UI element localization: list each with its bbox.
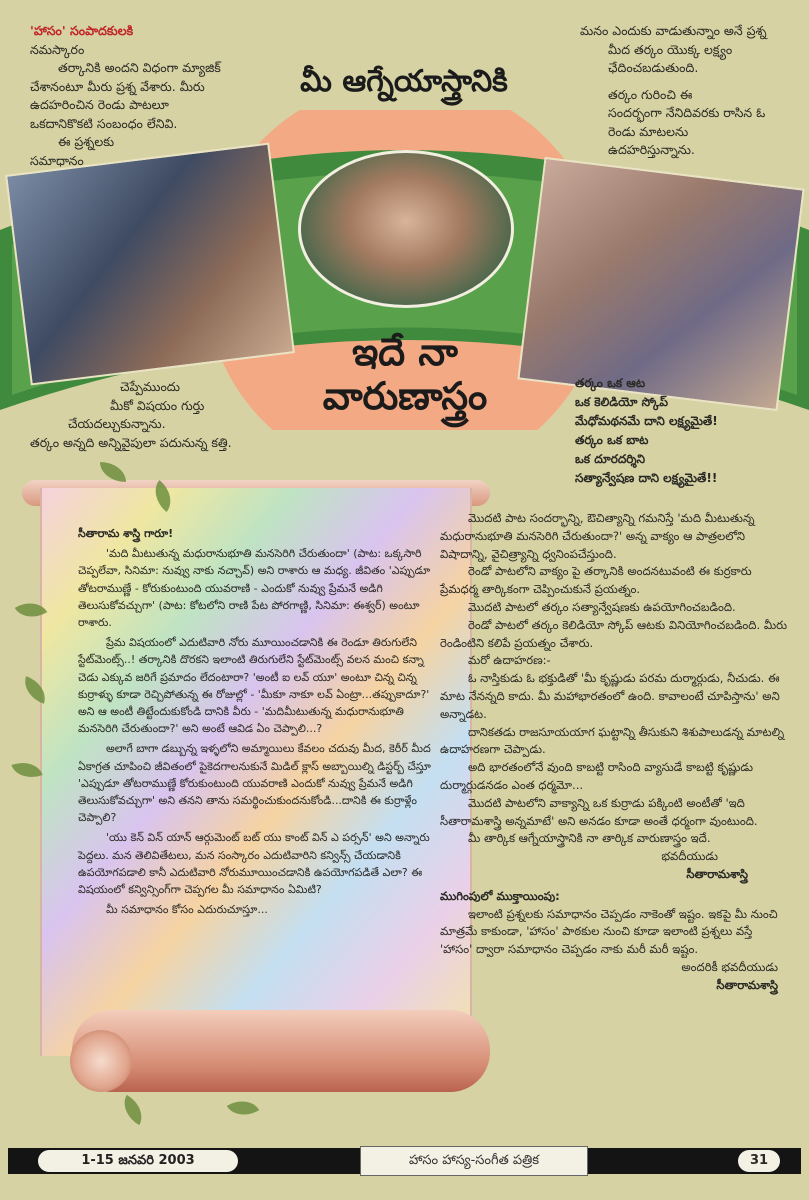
ending-heading: ముగింపులో ముక్తాయింపు: xyxy=(440,888,560,903)
poem-line: తర్కం ఒక ఆట xyxy=(575,376,646,390)
page-number: 31 xyxy=(738,1150,780,1172)
text-line: ఒకదానికొకటి సంబంధం లేనివి. xyxy=(30,115,178,131)
vine-leaf xyxy=(117,1095,150,1125)
reply-paragraph: అది భారతంలోనే వుంది కాబట్టి రాసింది వ్యాసుడే కాబట్టి కృష్ణుడు దుర్మార్గుడనడం ఎంత ధర్మమో... xyxy=(440,760,754,792)
scroll-roll-end xyxy=(70,1030,132,1092)
poem-line: ఒక దూరదర్శిని xyxy=(575,452,646,466)
ending-text: ఇలాంటి ప్రశ్నలకు సమాధానం చెప్పడం నాకెంతో ఇష్టం. ఇకపై మీ నుంచి మాత్రమే కాకుండా, 'హాసం' పాఠకుల నుంచి కూడా ఇలాంటి ప్రశ్నలు వస్తే 'హాసం' ద్వారా సమాధానం చెప్పడం నాకు మరీ మరీ ఇష్టం. xyxy=(440,906,778,957)
author-photo xyxy=(298,150,514,308)
signature: సీతారామశాస్త్రి xyxy=(686,866,748,881)
text-line: ఉదహరించిన రెండు పాటలూ xyxy=(30,97,169,112)
text-line: చేశానంటూ మీరు ప్రశ్న వేశారు. మీరు xyxy=(30,78,205,94)
movie-still-right xyxy=(517,157,804,411)
title-bottom-line-1: ఇదే నా xyxy=(352,330,458,374)
vine-leaf xyxy=(11,756,42,784)
text-line: తర్కానికి అందని విధంగా మ్యాజిక్ xyxy=(58,60,221,75)
text-line: తర్కం అన్నది అన్నివైపులా పదునున్న కత్తి. xyxy=(30,434,232,450)
magazine-name: హాసం హాస్య-సంగీత పత్రిక xyxy=(360,1146,588,1176)
text-line: సందర్భంగా నేనిదివరకు రాసిన ఓ xyxy=(608,105,766,120)
closing: భవదీయుడు xyxy=(661,849,718,864)
letter-paragraph: 'మది మీటుతున్న మధురానుభూతి మనసెరిగి చేరుతుందా' (పాట: ఒక్కసారి చెప్పలేవా, సినిమా: నువ్వు నాకు నచ్చావ్) అని రాశారు ఆ మధ్య. జీవితం 'ఎప్పుడూ తోటరాముణ్ణే - కోరుకుంటుంది యువరాణి - ఎందుకో నువ్వు ప్రేమనే అడిగి తెలుసుకోవచ్చుగా' (పాట: కోటలోని రాణి పేట పోరగాణ్ణి, సినిమా: ఈశ్వర్) అంటూ రాశారు. xyxy=(78,547,431,630)
reply-paragraph: రెండో పాటలో తర్కం కెలిడియో స్కోప్ ఆటకు వినియోగించబడింది. మీరు రెండింటిని కలిపే ప్రయత్నం చేశారు. xyxy=(440,617,788,650)
text-line: మీకో విషయం గుర్తు xyxy=(110,397,205,413)
text-line: ఈ ప్రశ్నలకు xyxy=(58,134,115,149)
issue-date: 1-15 జనవరి 2003 xyxy=(38,1150,238,1172)
editor-header: 'హాసం' సంపాదకులకి xyxy=(30,23,134,38)
reply-paragraph: మరో ఉదాహరణ:- xyxy=(468,653,551,668)
reply-paragraph: రెండో పాటలోని వాక్యం పై తర్కానికి అందనటువంటి ఈ కుర్రకారు ప్రేమధర్మ తార్కికంగా చెప్పించుకునే ప్రయత్నం. xyxy=(440,564,752,597)
text-line: తర్కం గురించి ఈ xyxy=(608,86,693,102)
reply-paragraph: మొదటి పాటలోని వాక్యాన్ని ఒక కుర్రాడు పక్కింటి అంటీతో 'ఇది సీతారామశాస్త్రి అన్నమాటే' అని అనడం కూడా అంతే ధర్మంగా వుంటుంది. xyxy=(440,795,758,828)
reply-paragraph: మొదటి పాటలో తర్కం సత్యాన్వేషణకు ఉపయోగించబడింది. xyxy=(468,599,736,614)
text-line: మీద తర్కం యొక్క లక్ష్యం xyxy=(608,41,733,57)
text-line: రెండు మాటలను xyxy=(608,123,689,139)
final-closing: అందరికీ భవదీయుడు xyxy=(681,959,778,974)
text-line: మనం ఎందుకు వాడుతున్నాం అనే ప్రశ్న xyxy=(580,23,767,38)
text-line: ఛేదించబడుతుంది. xyxy=(608,60,699,75)
text-line: ఉదహరిస్తున్నాను. xyxy=(608,142,695,157)
reader-letter xyxy=(78,525,446,918)
letter-paragraph: ప్రేమ విషయంలో ఎదుటివారి నోరు మూయించడానికి ఈ రెండూ తిరుగులేని స్టేట్‌మెంట్స్..! తర్కానికి దొరకని ఇలాంటి తిరుగులేని స్టేట్‌మెంట్స్ వలన మంచి కన్నా చెడు ఎక్కువ జరిగే ప్రమాదం లేదంటారా? 'అంటీ ఐ లవ్ యూ' అంటూ చిన్న చిన్న కుర్రాళ్ళు కూడా రెచ్చిపోతున్న ఈ రోజుల్లో - 'మీకూ నాకూ లవ్ ఏంట్రా...తప్పుకాదూ?' అని ఆ అంటీ తిట్టేందుకుకోండి దానికి వీరు - 'మదిమీటుతున్న మధురానుభూతి మనసెరిగి చేరుతుందా?' అని అంటే ఆవిడ ఏం చెప్పాలి...? xyxy=(78,636,430,736)
poem-line: మేధోమథనమే దాని లక్ష్యమైతే! xyxy=(575,414,718,428)
reply-paragraph: మొదటి పాట సందర్భాన్ని, ఔచిత్యాన్ని గమనిస్తే 'మది మీటుతున్న మధురానుభూతి మనసెరిగి చేరుతుందా?' అన్న వాక్యం ఆ పాత్రలలోని విషాదాన్ని, వైచిత్ర్యాన్ని ధ్వనింపచేస్తుంది. xyxy=(440,511,755,561)
reply-paragraph: మీ తార్కిక ఆగ్నేయాస్త్రానికి నా తార్కిక వారుణాస్త్రం ఇదే. xyxy=(468,831,711,846)
vine-leaf xyxy=(100,462,126,482)
title-bottom-line-2: వారుణాస్త్రం xyxy=(322,374,488,418)
title-bottom xyxy=(250,330,560,418)
poem xyxy=(575,374,795,488)
reply-paragraph: ఓ నాస్తికుడు ఓ భక్తుడితో 'మీ కృష్ణుడు పరమ దుర్మార్గుడు, నీచుడు. ఈ మాట నేనన్నది కాదు. మీ మహాభారతంలో ఉంది. కావాలంటే చూపిస్తాను' అని అన్నాడట. xyxy=(440,671,780,721)
vine-leaf xyxy=(227,1093,260,1123)
author-reply xyxy=(440,510,788,995)
poem-line: ఒక కెలిడియో స్కోప్ xyxy=(575,395,669,409)
title-top: మీ ఆగ్నేయాస్త్రానికి xyxy=(300,64,508,99)
text-line: చెప్పేముందు xyxy=(120,379,180,394)
letter-paragraph: మీ సమాధానం కోసం ఎదురుచూస్తూ... xyxy=(106,903,268,917)
text-line: చేయదల్చుకున్నాను. xyxy=(68,416,166,431)
poem-line: సత్యాన్వేషణ దాని లక్ష్యమైతే!! xyxy=(575,471,718,485)
scroll-bottom-roll xyxy=(72,1010,490,1092)
mid-left-text xyxy=(30,378,280,452)
poem-line: తర్కం ఒక బాట xyxy=(575,433,649,447)
final-signature: సీతారామశాస్త్రి xyxy=(716,977,778,992)
letter-salutation: సీతారామ శాస్త్రి గారూ! xyxy=(78,527,174,540)
reply-paragraph: దానికతడు రాజసూయయాగ ఘట్టాన్ని తీసుకుని శిశుపాలుడన్న మాటల్ని ఉదాహరణగా చెప్పాడు. xyxy=(440,724,785,757)
text-line: సమాధానం xyxy=(30,152,84,168)
letter-paragraph: అలాగే బాగా డబ్బున్న ఇళ్ళలోని అమ్మాయిలు కేవలం చదువు మీద, కెరీర్ మీద ఏకాగ్రత చూపించి జీవితంలో పైకెదగాలనుకునే మిడిల్ క్లాస్ అబ్బాయిల్ని డిస్టర్బ్ చేస్తూ 'ఎప్పుడూ తోటరాముణ్ణే కోరుకుంటుంది యువరాణి ఎందుకో నువ్వు ప్రేమనే అడిగి తెలుసుకోవచ్చుగా' అని తనని తాను సమర్థించుకుందనుకోండి...దానికి ఈ కుర్రాళ్లేం చెప్పాలి? xyxy=(78,742,431,825)
text-line: నమస్కారం xyxy=(30,41,85,57)
letter-paragraph: 'యు కెన్ విన్ యాన్ ఆర్గుమెంట్ బట్ యు కాంట్ విన్ ఎ పర్సన్' అని అన్నారు పెద్దలు. మన తెలివితేటలు, మన సంస్కారం ఎదుటివారిని కన్విన్స్ చేయడానికి ఉపయోగపడాలి కానీ ఎదుటివారి నోరుమూయించడానికి ఉపయోగపడితే ఎలా? ఈ విషయంలో కన్విన్సింగ్‌గా చెప్పగల మీ సమాధానం ఏమిటి? xyxy=(78,831,430,897)
